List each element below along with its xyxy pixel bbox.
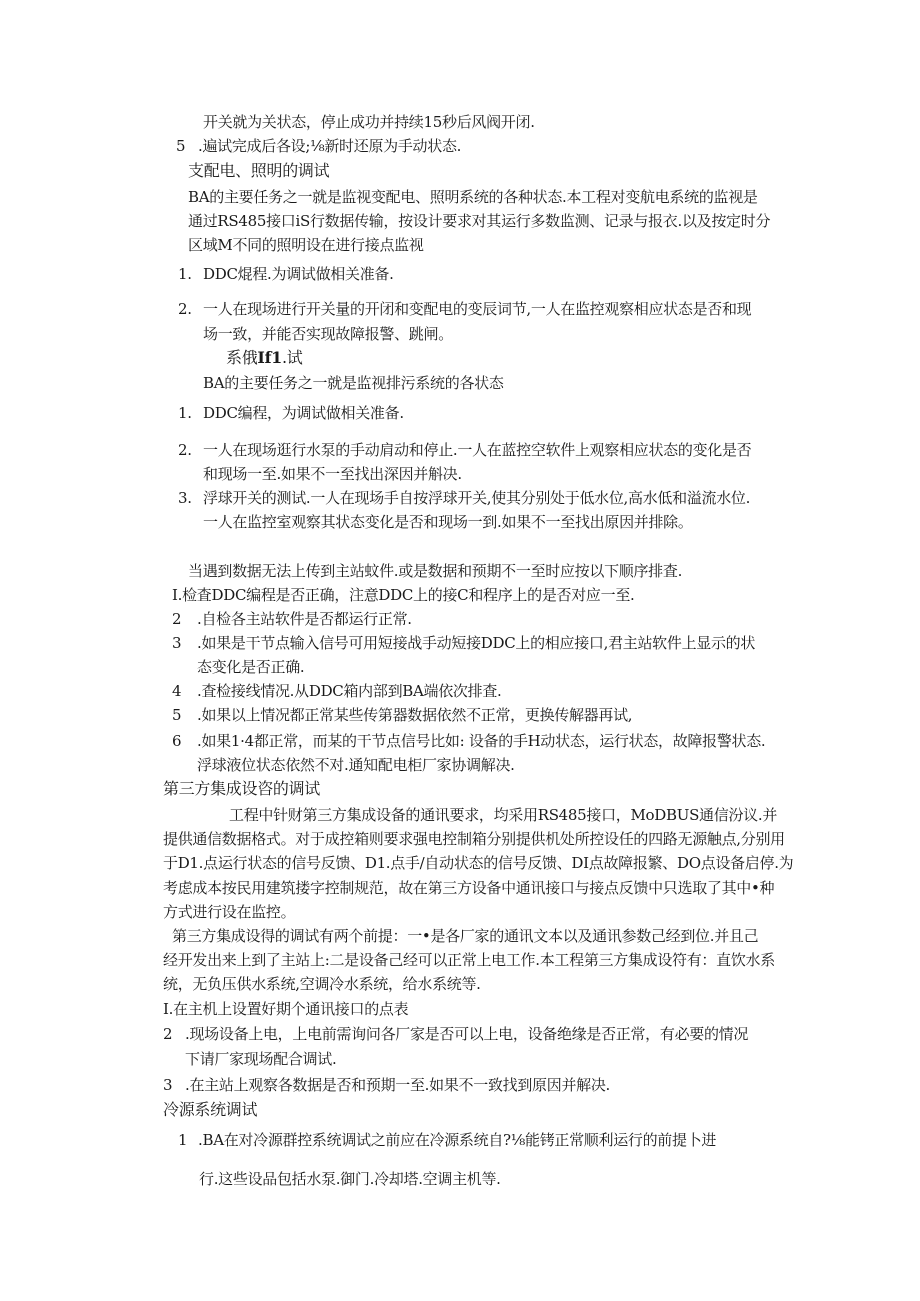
list-text: .遍试完成后各设;⅛新时还原为手动状态. <box>198 137 462 155</box>
list-text: 一人在监控室观察其状态变化是否和现场一到.如果不一至找出原因并排除。 <box>203 513 693 531</box>
list-text: 一人在现场进行开关量的开闭和变配电的变辰词节,一人在监控观察相应状态是否和现 <box>203 300 752 318</box>
heading-text: 第三方集成设咨的调试 <box>163 779 321 798</box>
list-item <box>163 1024 748 1044</box>
list-text: .现场设备上电，上电前需询问各厂家是否可以上电，设备绝缘是否正常，有必要的情况 <box>185 1025 749 1043</box>
heading-text: If1 <box>257 348 283 367</box>
list-item-continuation <box>197 657 304 677</box>
paragraph-line <box>188 211 770 231</box>
section-title-drainage <box>226 348 303 368</box>
list-text: 浮球开关的测试.一人在现场手自按浮球开关,使其分别处于低水位,高水低和溢流水位. <box>203 489 751 507</box>
list-number: 2 <box>172 610 182 628</box>
list-item-continuation <box>203 324 453 344</box>
section-title-cold-source <box>163 1100 257 1120</box>
heading-text: 系俄 <box>226 348 258 367</box>
list-item <box>178 1130 716 1150</box>
line-text: 统，无负压供水系统,空调冷水系统，给水系统等. <box>163 975 481 993</box>
list-item <box>176 136 461 156</box>
list-number: 1. <box>178 265 192 283</box>
list-text: .在主站上观察各数据是否和预期一至.如果不一致找到原因并解决. <box>185 1076 611 1094</box>
paragraph-line <box>203 373 504 393</box>
line-text: 提供通信数据格式。对于成控箱则要求强电控制箱分别提供机处所控设任的四路无源触点,分别用 <box>163 830 785 848</box>
list-item-continuation <box>203 512 693 532</box>
line-text: 考虑成本按民用建筑搂字控制规范，故在第三方设备中通讯接口与接点反馈中只选取了其中•种 <box>163 879 775 897</box>
line-text: BA的主要任务之一就是监视变配电、照明系统的各种状态.本工程对变航电系统的监视是 <box>188 188 758 206</box>
list-number: 3. <box>178 489 192 507</box>
list-item <box>172 705 632 725</box>
list-number: 1. <box>178 404 192 422</box>
list-item <box>178 403 404 423</box>
paragraph-line <box>188 235 424 255</box>
list-item <box>163 1075 610 1095</box>
paragraph-line <box>172 926 758 946</box>
list-text: .BA在对冷源群控系统调试之前应在冷源系统自?⅛能铐正常顺利运行的前提卜进 <box>198 1131 717 1149</box>
list-item <box>172 681 502 701</box>
list-text: .査检接线情况.从DDC箱内部到BA端依次排査. <box>197 682 502 700</box>
list-text: 一人在现场逛行水泵的手动肩动和停止.一人在蓝控空软件上观察相应状态的变化是否 <box>203 441 752 459</box>
list-number: 3 <box>163 1076 173 1094</box>
list-text: DDC编程，为调试做相关准备. <box>203 404 404 422</box>
paragraph-line <box>188 187 758 207</box>
list-number: 1 <box>178 1131 188 1149</box>
heading-text: 冷源系统调试 <box>163 1100 258 1119</box>
list-text: 态变化是否正确. <box>197 658 305 676</box>
line-text: 工程中针财第三方集成设备的通讯要求，均采用RS485接口，MoDBUS通信汾议.并 <box>229 806 778 824</box>
text-line <box>203 112 535 132</box>
list-text: 下请厂家现场配合调试. <box>185 1050 337 1068</box>
line-text: BA的主要任务之一就是监视排污系统的各状态 <box>203 374 504 392</box>
line-text: 当遇到数据无法上传到主站蚊件.或是数据和预期不一至时应按以下顺序排査. <box>188 562 683 580</box>
heading-text: .试 <box>282 348 303 367</box>
list-text: .如果1·4都正常，而某的干节点信号比如: 设备的手H动状态，运行状态，故障报警状态. <box>197 732 766 750</box>
line-text: 经开发出来上到了主站上:二是设备己经可以正常上电工作.本工程第三方集成设符有：直饮水系 <box>163 951 775 969</box>
paragraph-line <box>188 561 682 581</box>
list-text: I.在主机上设置好期个通讯接口的点表 <box>163 1000 409 1018</box>
list-item-continuation <box>197 755 515 775</box>
section-title-power <box>188 161 329 181</box>
list-item <box>178 488 750 508</box>
list-item <box>172 633 755 653</box>
heading-text: 支配电、照明的调试 <box>188 161 330 180</box>
line-text: 开关就为关状态，停止成功并持续15秒后风阀开闭. <box>203 113 535 131</box>
list-number: 2. <box>178 441 192 459</box>
paragraph-line <box>163 878 774 898</box>
list-text: 和现场一至.如果不一至找出深因并斛决. <box>203 465 462 483</box>
list-text: .自检各主站软件是否都运行正常. <box>197 610 412 628</box>
list-number: 6 <box>172 732 182 750</box>
list-item-continuation <box>203 464 462 484</box>
line-text: 方式进行设在监控。 <box>163 903 296 921</box>
list-item <box>172 585 635 605</box>
list-item <box>178 264 394 284</box>
list-text: .如果以上情况都正常某些传第器数据依然不正常，更换传解器再试, <box>197 706 633 724</box>
list-text: .如果是干节点输入信号可用短接战手动短接DDC上的相应接口,君主站软件上显示的状 <box>197 634 756 652</box>
list-item <box>172 731 765 751</box>
list-number: 5 <box>172 706 182 724</box>
list-text: 行.这些设品包括水泵.御门.冷却塔.空调主机等. <box>199 1170 501 1188</box>
list-number: 5 <box>176 137 186 155</box>
list-number: 4 <box>172 682 182 700</box>
list-text: DDC焜程.为调试做相关准备. <box>203 265 394 283</box>
list-text: I.检査DDC编程是否正确，注意DDC上的接C和程序上的是否对应一至. <box>172 586 635 604</box>
list-number: 2 <box>163 1025 173 1043</box>
line-text: 通过RS485接口iS行数据传输，按设计要求对其运行多数监测、记录与报衣.以及按定时分 <box>188 212 771 230</box>
list-number: 2. <box>178 300 192 318</box>
line-text: 第三方集成设得的调试有两个前提：一•是各厂家的通讯文本以及通讯参数己经到位.并且己 <box>172 927 759 945</box>
list-item <box>172 609 412 629</box>
list-number: 3 <box>172 634 182 652</box>
paragraph-line <box>163 902 295 922</box>
list-item <box>178 440 751 460</box>
paragraph-line <box>229 805 777 825</box>
list-item-continuation <box>199 1169 501 1189</box>
list-item-continuation <box>185 1049 336 1069</box>
paragraph-line <box>163 950 775 970</box>
list-item <box>178 299 751 319</box>
section-title-third-party <box>163 779 320 799</box>
list-text: 浮球液位状态依然不对.通知配电柜厂家协调解决. <box>197 756 515 774</box>
paragraph-line <box>163 853 793 873</box>
list-text: 场一致，并能否实现故障报警、跳闸。 <box>203 325 453 343</box>
paragraph-line <box>163 829 785 849</box>
line-text: 区域M不同的照明设在进行接点监视 <box>188 236 424 254</box>
list-item <box>163 999 408 1019</box>
paragraph-line <box>163 974 481 994</box>
line-text: 于D1.点运行状态的信号反馈、D1.点手/自动状态的信号反馈、DI点故障报繁、DO点设备启停.为 <box>163 854 794 872</box>
